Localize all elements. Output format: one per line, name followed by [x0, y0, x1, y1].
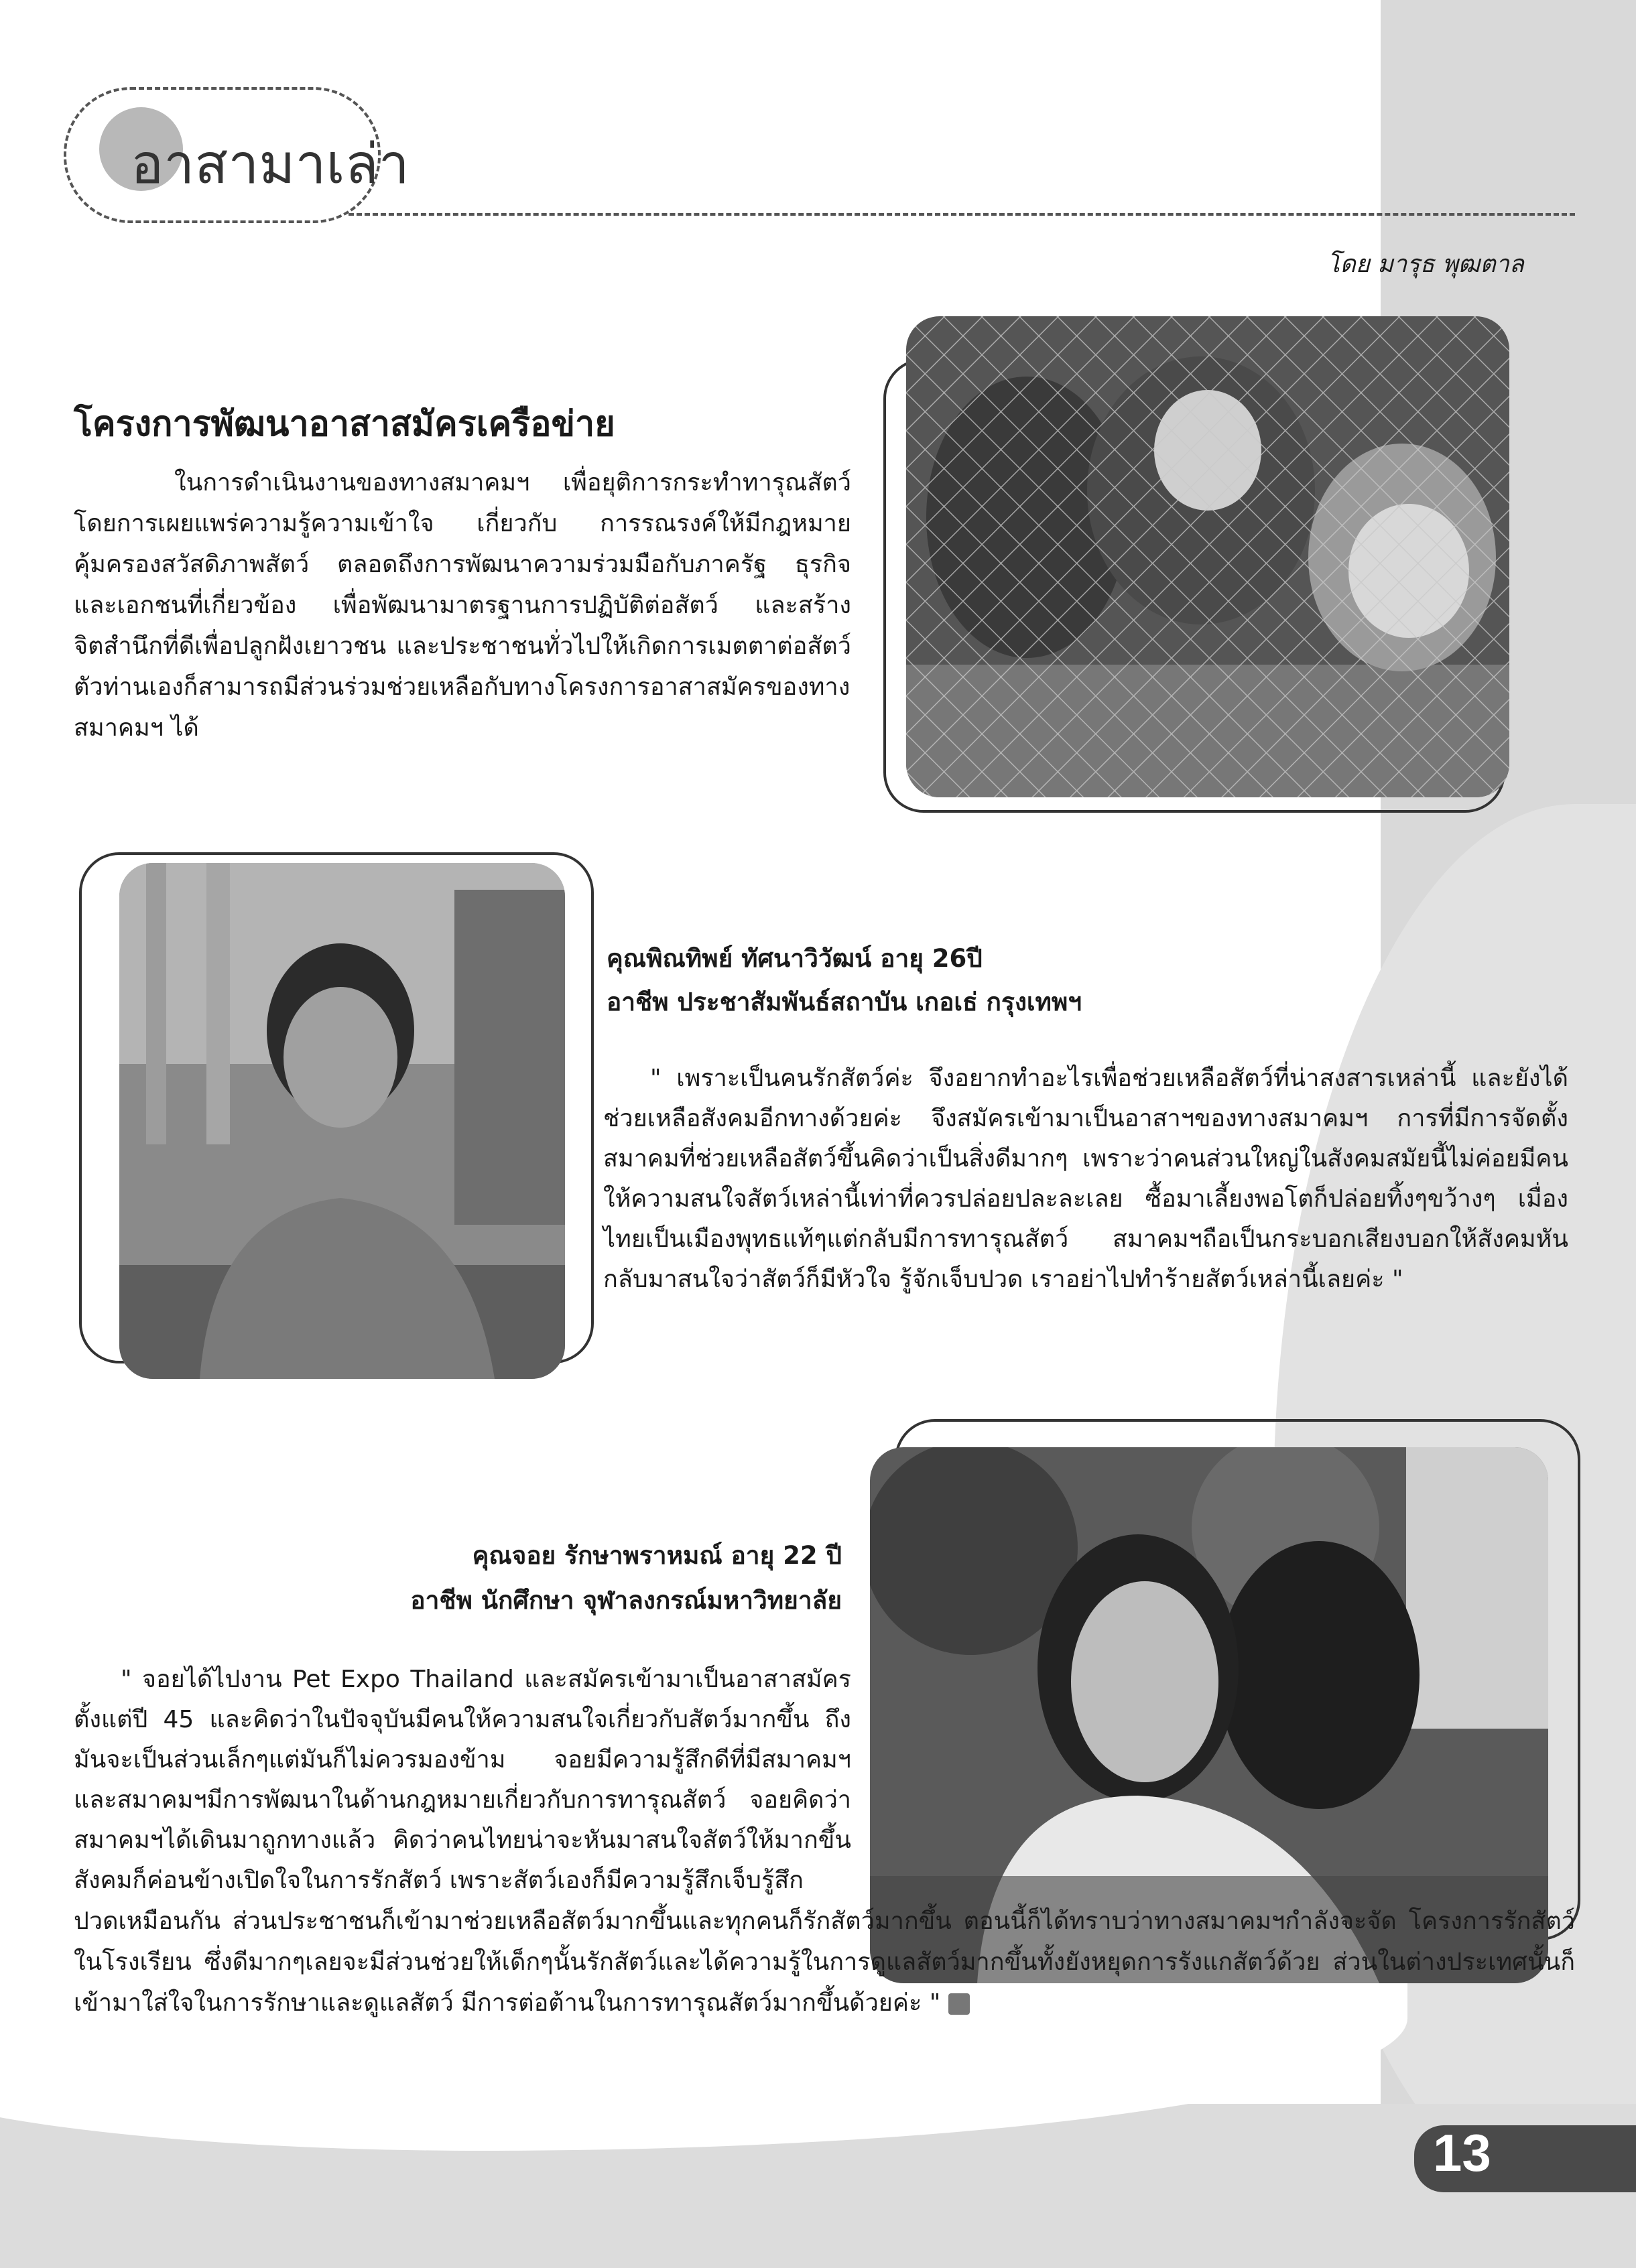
- volunteer1-occupation: อาชีพ ประชาสัมพันธ์สถาบัน เกอเธ่ กรุงเทพฯ: [607, 988, 1082, 1016]
- volunteer1-photo: [119, 863, 565, 1379]
- header-dashed-rule: [349, 213, 1575, 216]
- volunteer2-details: [410, 1533, 842, 1623]
- section-heading: โครงการพัฒนาอาสาสมัครเครือข่าย: [74, 404, 615, 444]
- byline: โดย มารุธ พุฒตาล: [1327, 251, 1524, 278]
- volunteer2-occupation: อาชีพ นักศึกษา จุฬาลงกรณ์มหาวิทยาลัย: [410, 1586, 842, 1615]
- volunteer2-quote-part1: " จอยได้ไปงาน Pet Expo Thailand และสมัครเข้ามาเป็นอาสาสมัครตั้งแต่ปี 45 และคิดว่าในปัจจุบันมีคนให้ความสนใจเกี่ยวกับสัตว์มากขึ้น ถึงมันจะเป็นส่วนเล็กๆแต่มันก็ไม่ควรมองข้าม จอยมีความรู้สึกดีที่มีสมาคมฯ และสมาคมฯมีการพัฒนาในด้านกฎหมายเกี่ยวกับการทารุณสัตว์ จอยคิดว่าสมาคมฯได้เดินมาถูกทางแล้ว คิดว่าคนไทยน่าจะหันมาสนใจสัตว์ให้มากขึ้น สังคมก็ค่อนข้างเปิดใจในการรักสัตว์ เพราะสัตว์เองก็มีความรู้สึกเจ็บรู้สึก: [74, 1666, 851, 1894]
- intro-paragraph: ในการดำเนินงานของทางสมาคมฯ เพื่อยุติการกระทำทารุณสัตว์ โดยการเผยแพร่ความรู้ความเข้าใจ เกี่ยวกับ การรณรงค์ให้มีกฎหมายคุ้มครองสวัสดิภาพสัตว์ ตลอดถึงการพัฒนาความร่วมมือกับภาครัฐ ธุรกิจ และเอกชนที่เกี่ยวข้อง เพื่อพัฒนามาตรฐานการปฏิบัติต่อสัตว์ และสร้างจิตสำนึกที่ดีเพื่อปลูกฝังเยาวชน และประชาชนทั่วไปให้เกิดการเมตตาต่อสัตว์ ตัวท่านเองก็สามารถมีส่วนร่วมช่วยเหลือกับทางโครงการอาสาสมัครของทางสมาคมฯ ได้: [74, 469, 851, 742]
- square-end-mark-icon: [948, 1993, 970, 2015]
- volunteer1-details: [607, 937, 1082, 1024]
- column-title: อาสามาเล่า: [131, 133, 410, 196]
- volunteer2-quote-part2: ปวดเหมือนกัน ส่วนประชาชนก็เข้ามาช่วยเหลือสัตว์มากขึ้นและทุกคนก็รักสัตว์มากขึ้น ตอนนี้ก็ได้ทราบว่าทางสมาคมฯกำลังจะจัด โครงการรักสัตว์ในโรงเรียน ซึ่งดีมากๆเลยจะมีส่วนช่วยให้เด็กๆนั้นรักสัตว์และได้ความรู้ในการดูแลสัตว์มากขึ้นทั้งยังหยุดการรังแกสัตว์ด้วย ส่วนในต่างประเทศนั้นก็เข้ามาใส่ใจในการรักษาและดูแลสัตว์ มีการต่อต้านในการทารุณสัตว์มากขึ้นด้วยค่ะ ": [74, 1908, 1575, 2017]
- page-number: 13: [1433, 2123, 1491, 2182]
- volunteer1-name: คุณพิณทิพย์ ทัศนาวิวัฒน์ อายุ 26ปี: [607, 944, 983, 973]
- puppies-photo: [906, 316, 1509, 797]
- volunteer1-quote: " เพราะเป็นคนรักสัตว์ค่ะ จึงอยากทำอะไรเพื่อช่วยเหลือสัตว์ที่น่าสงสารเหล่านี้ และยังได้ช่วยเหลือสังคมอีกทางด้วยค่ะ จึงสมัครเข้ามาเป็นอาสาฯของทางสมาคมฯ การที่มีการจัดตั้งสมาคมที่ช่วยเหลือสัตว์ขึ้นคิดว่าเป็นสิ่งดีมากๆ เพราะว่าคนส่วนใหญ่ในสังคมสมัยนี้ไม่ค่อยมีคนให้ความสนใจสัตว์เหล่านี้เท่าที่ควรปล่อยปละละเลย ซื้อมาเลี้ยงพอโตก็ปล่อยทิ้งๆขว้างๆ เมื่องไทยเป็นเมืองพุทธแท้ๆแต่กลับมีการทารุณสัตว์ สมาคมฯถือเป็นกระบอกเสียงบอกให้สังคมหันกลับมาสนใจว่าสัตว์ก็มีหัวใจ รู้จักเจ็บปวด เราอย่าไปทำร้ายสัตว์เหล่านี้เลยค่ะ ": [603, 1065, 1568, 1293]
- volunteer2-name: คุณจอย รักษาพราหมณ์ อายุ 22 ปี: [472, 1541, 842, 1570]
- volunteer2-quote-part2-wrap: [74, 1901, 1575, 2023]
